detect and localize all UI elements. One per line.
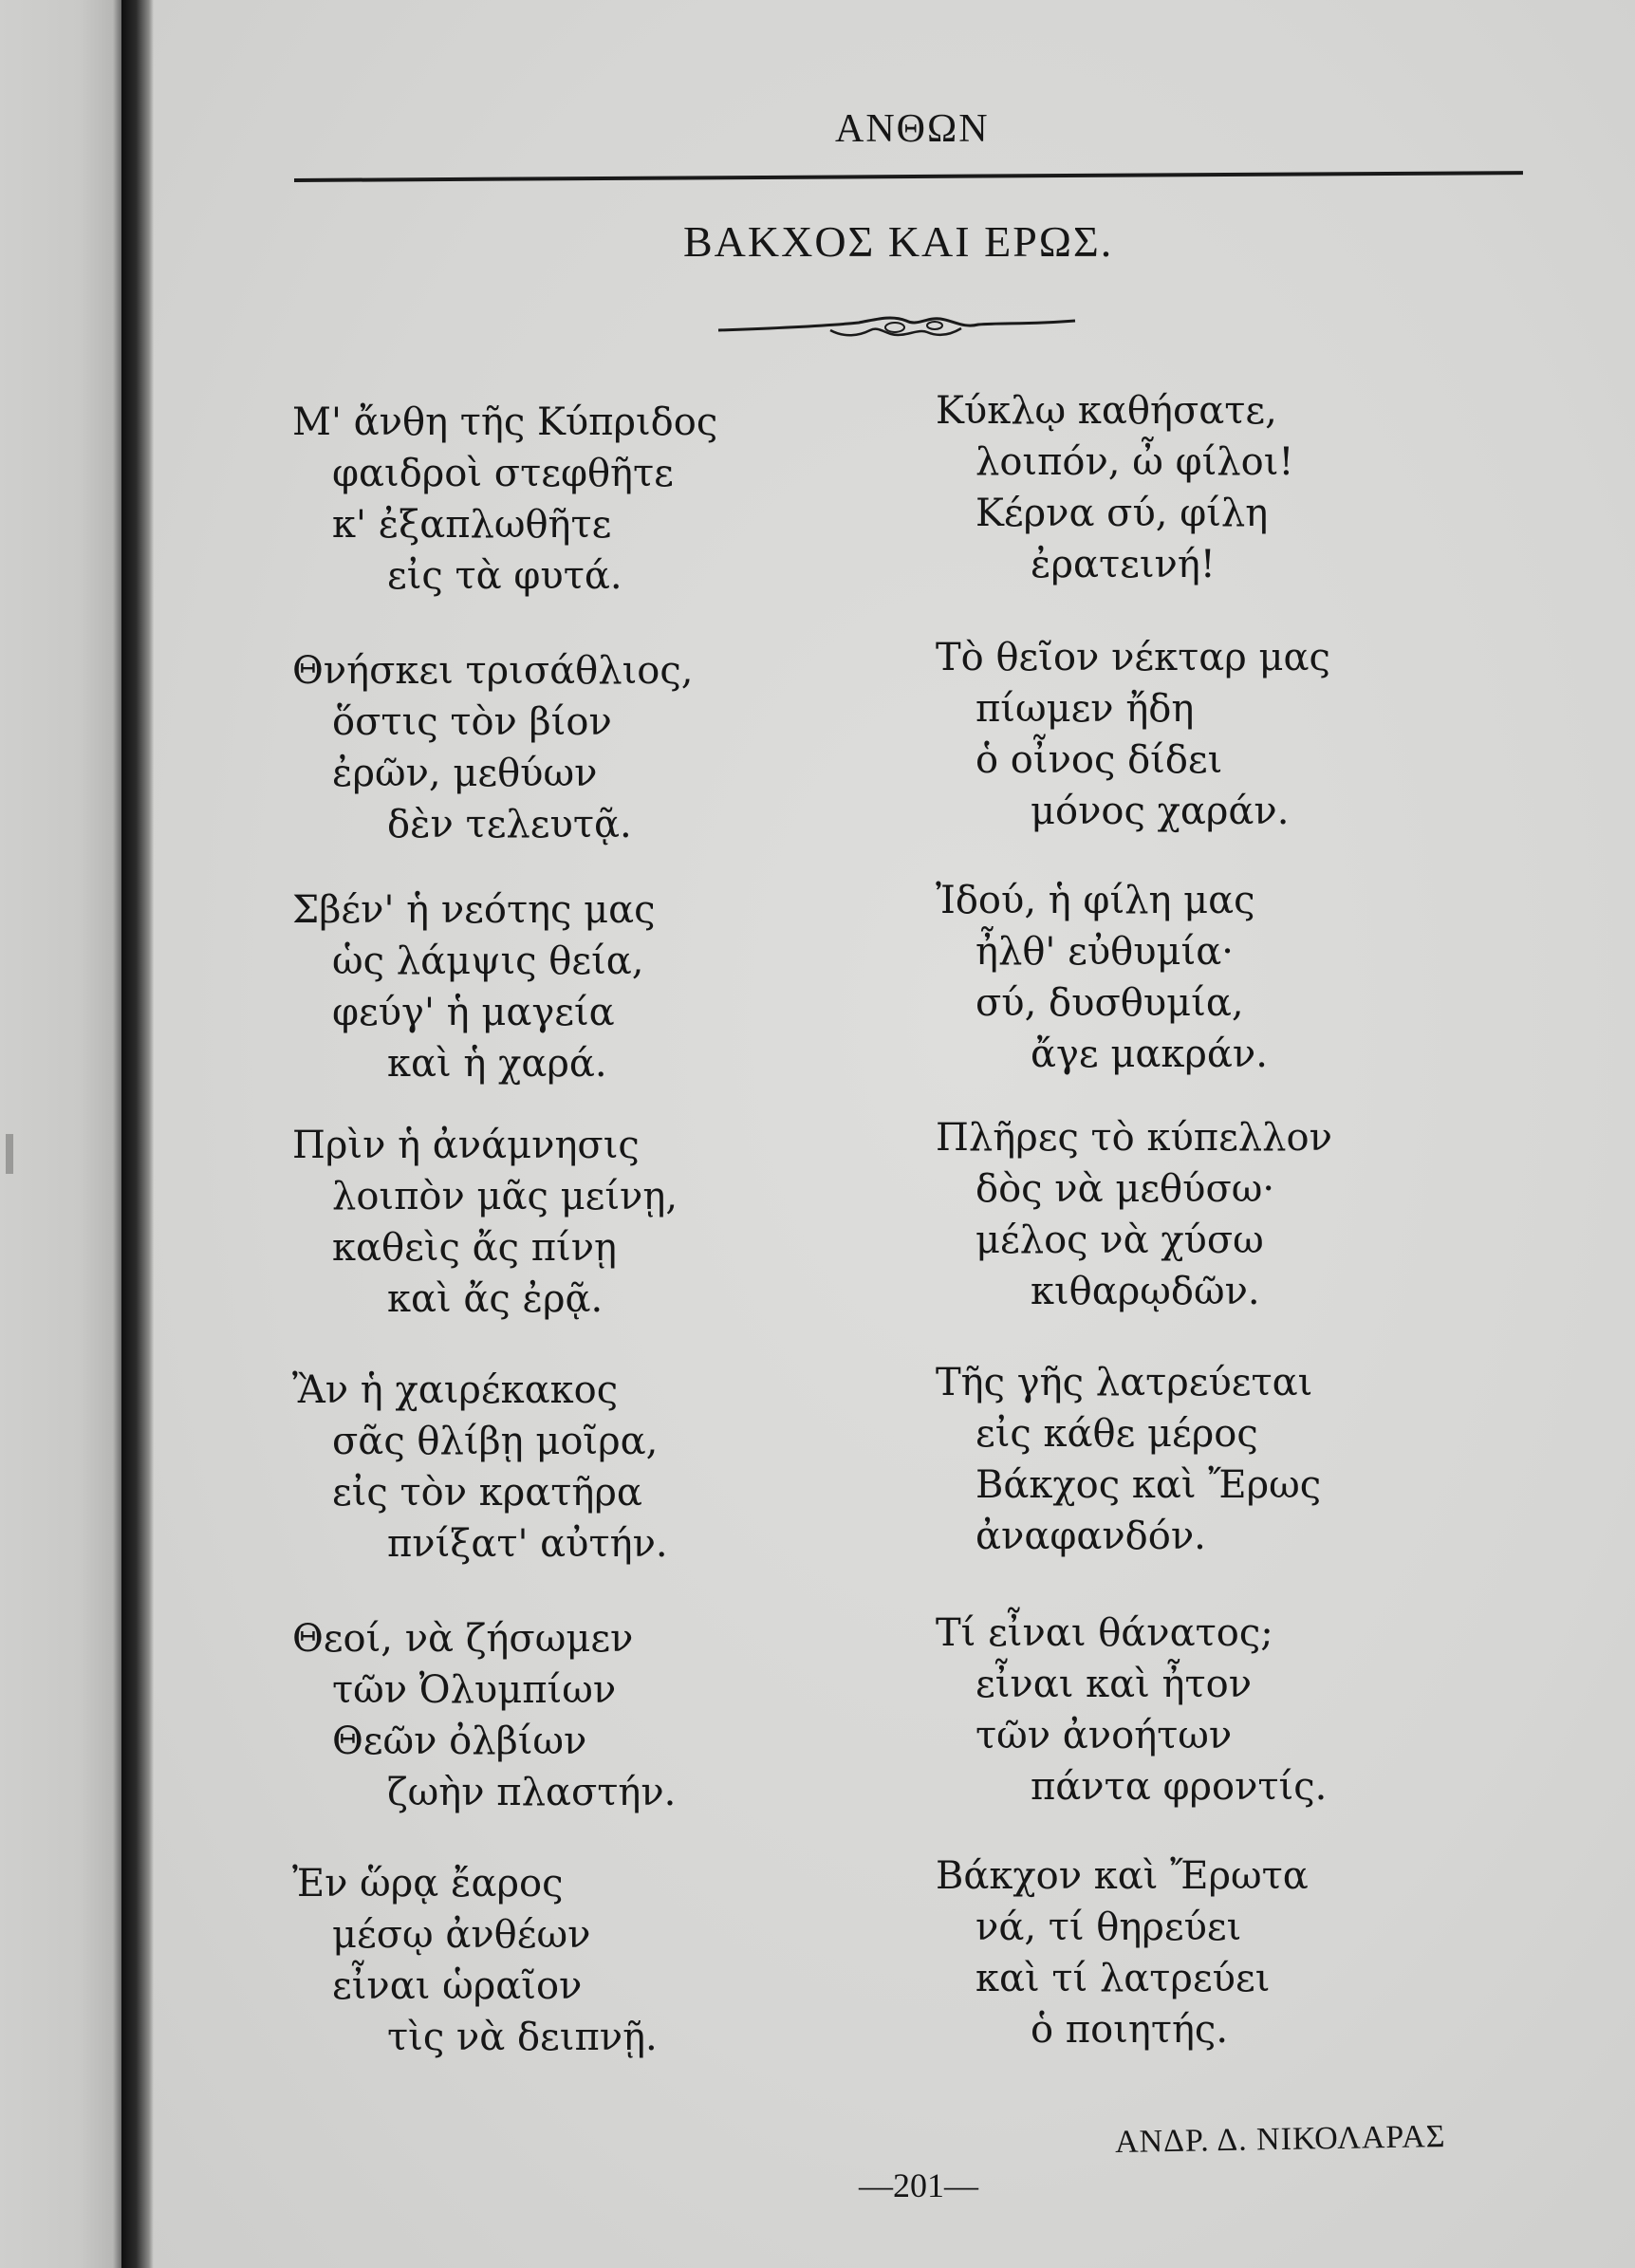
right-stanza-3 (936, 875, 1268, 1080)
verse-line: φαιδροὶ στεφθῆτε (332, 452, 674, 495)
verse-line: τῶν Ὀλυμπίων (332, 1668, 617, 1712)
verse-line: Τῆς γῆς λατρεύεται (936, 1361, 1313, 1404)
verse-line: σύ, δυσθυμία, (975, 981, 1244, 1025)
verse-line: Βάκχον καὶ Ἔρωτα (936, 1854, 1309, 1898)
verse-line: ὡς λάμψις θεία, (332, 939, 644, 983)
verse-line: σᾶς θλίβῃ μοῖρα, (332, 1420, 659, 1463)
verse-line: εἶναι ὡραῖον (332, 1964, 583, 2008)
right-stanza-2 (936, 632, 1330, 837)
page-number: —201— (859, 2166, 978, 2204)
left-stanza-4 (292, 1120, 678, 1325)
verse-line: Κέρνα σύ, φίλη (975, 492, 1269, 535)
left-stanza-5 (292, 1365, 668, 1570)
poem-title: ΒΑΚΧΟΣ ΚΑΙ ΕΡΩΣ. (683, 217, 1114, 266)
verse-line: δὸς νὰ μεθύσω· (975, 1167, 1275, 1211)
verse-line: ὁ ποιητής. (1031, 2008, 1229, 2052)
verse-line: Πλῆρες τὸ κύπελλον (936, 1116, 1332, 1160)
verse-line: πίωμεν ἤδη (975, 687, 1195, 731)
left-stanza-1 (292, 397, 717, 602)
running-head: ΑΝΘΩΝ (835, 107, 990, 151)
ornament-divider (716, 309, 1077, 347)
right-stanza-6 (936, 1608, 1327, 1813)
verse-line: Μ' ἄνθη τῆς Κύπριδος (292, 400, 718, 444)
verse-line: Βάκχος καὶ Ἔρως (975, 1463, 1322, 1507)
verse-line: ἄγε μακράν. (1031, 1032, 1268, 1076)
book-gutter (121, 0, 154, 2268)
verse-line: ὁ οἶνος δίδει (975, 738, 1223, 782)
right-stanza-5 (936, 1357, 1321, 1562)
left-stanza-2 (292, 645, 693, 850)
verse-line: Σβέν' ἡ νεότης μας (292, 888, 656, 932)
verse-line: πάντα φροντίς. (1031, 1765, 1328, 1809)
verse-line: ἦλθ' εὐθυμία· (975, 930, 1234, 974)
verse-line: τῶν ἀνοήτων (975, 1714, 1233, 1757)
verse-line: Κύκλῳ καθήσατε, (936, 389, 1277, 433)
verse-line: εἰς τὸν κρατῆρα (332, 1471, 642, 1515)
verse-line: Τὸ θεῖον νέκταρ μας (936, 636, 1330, 679)
verse-line: Πρὶν ἡ ἀνάμνησις (292, 1124, 640, 1167)
verse-line: λοιπὸν μᾶς μείνῃ, (332, 1175, 678, 1218)
verse-line: μόνος χαράν. (1031, 790, 1290, 833)
verse-line: μέσῳ ἀνθέων (332, 1913, 591, 1957)
verse-line: εἰς κάθε μέρος (975, 1412, 1258, 1456)
verse-line: καὶ ἄς ἐρᾷ. (387, 1277, 604, 1321)
verse-line: νά, τί θηρεύει (975, 1905, 1242, 1949)
right-stanza-4 (936, 1112, 1332, 1317)
verse-line: εἰς τὰ φυτά. (387, 554, 622, 598)
verse-line: Ἂν ἡ χαιρέκακος (292, 1368, 619, 1412)
verse-line: κ' ἐξαπλωθῆτε (332, 503, 612, 547)
author-signature: ΑΝΔΡ. Δ. ΝΙΚΟΛΑΡΑΣ (1114, 2118, 1446, 2161)
verse-line: ὅστις τὸν βίον (332, 700, 612, 744)
verse-line: ζωὴν πλαστήν. (387, 1771, 677, 1814)
verse-line: καὶ τί λατρεύει (975, 1957, 1271, 2000)
left-stanza-6 (292, 1613, 676, 1818)
right-stanza-7 (936, 1850, 1309, 2055)
facing-page-edge (0, 0, 133, 2268)
verse-line: Ἰδού, ἡ φίλη μας (936, 879, 1255, 922)
verse-line: λοιπόν, ὦ φίλοι! (975, 440, 1294, 484)
verse-line: Ἐν ὥρᾳ ἔαρος (292, 1862, 564, 1905)
verse-line: πνίξατ' αὐτήν. (387, 1522, 668, 1566)
verse-line: εἶναι καὶ ἦτον (975, 1663, 1253, 1706)
left-stanza-7 (292, 1858, 658, 2063)
verse-line: φεύγ' ἡ μαγεία (332, 991, 615, 1034)
verse-line: μέλος νὰ χύσω (975, 1218, 1264, 1262)
verse-line: κιθαρῳδῶν. (1031, 1270, 1260, 1313)
verse-line: ἐρῶν, μεθύων (332, 752, 598, 795)
facing-page-mark (6, 1134, 13, 1174)
right-stanza-1 (936, 385, 1293, 590)
left-stanza-3 (292, 884, 656, 1089)
verse-line: ἀναφανδόν. (975, 1515, 1206, 1558)
verse-line: Θνήσκει τρισάθλιος, (292, 649, 694, 693)
verse-line: Θεοί, νὰ ζήσωμεν (292, 1617, 634, 1661)
verse-line: Τί εἶναι θάνατος; (936, 1611, 1273, 1655)
verse-line: τὶς νὰ δειπνῇ. (387, 2016, 658, 2059)
verse-line: ἐρατεινή! (1031, 543, 1216, 586)
verse-line: δὲν τελευτᾷ. (387, 803, 632, 846)
verse-line: Θεῶν ὀλβίων (332, 1720, 587, 1763)
verse-line: καὶ ἡ χαρά. (387, 1042, 607, 1086)
verse-line: καθεὶς ἄς πίνῃ (332, 1226, 617, 1270)
